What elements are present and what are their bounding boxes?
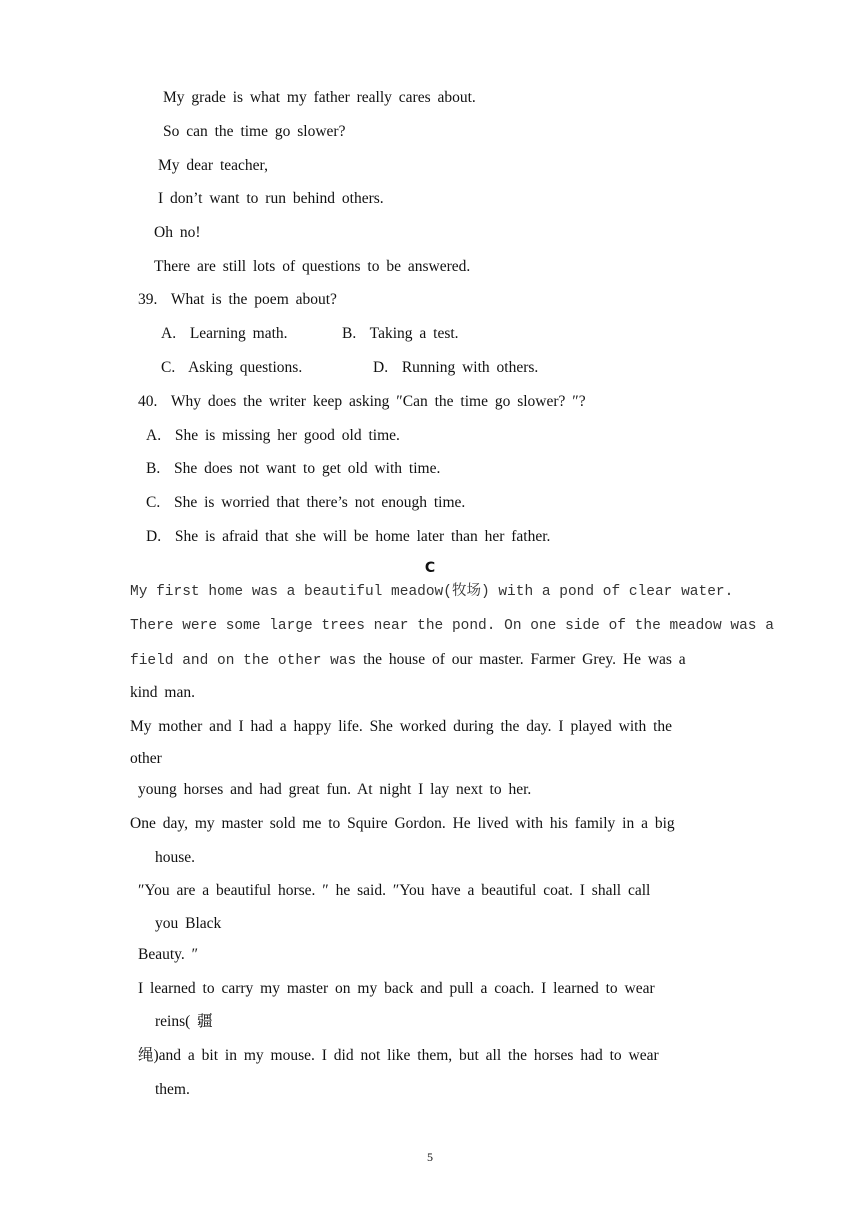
passage-line: other bbox=[130, 750, 162, 767]
poem-line: There are still lots of questions to be answered. bbox=[154, 258, 471, 275]
passage-line: kind man. bbox=[130, 684, 195, 701]
passage-line: 绳)and a bit in my mouse. I did not like them, but all the horses had to wear bbox=[138, 1047, 659, 1064]
poem-line: Oh no! bbox=[154, 224, 201, 241]
poem-line: So can the time go slower? bbox=[163, 123, 346, 140]
passage-line: My mother and I had a happy life. She worked during the day. I played with the bbox=[130, 718, 673, 735]
question-40-option-d: D. She is afraid that she will be home later than her father. bbox=[146, 528, 551, 545]
passage-line: I learned to carry my master on my back and pull a coach. I learned to wear bbox=[138, 980, 655, 997]
passage-line: One day, my master sold me to Squire Gordon. He lived with his family in a big bbox=[130, 815, 675, 832]
section-c-heading: C bbox=[424, 560, 436, 576]
question-39-stem: 39. What is the poem about? bbox=[138, 291, 337, 308]
question-39-option-a: A. Learning math. bbox=[161, 325, 288, 342]
question-39-option-c: C. Asking questions. bbox=[161, 359, 303, 376]
passage-line: them. bbox=[155, 1081, 190, 1098]
poem-line: My grade is what my father really cares about. bbox=[163, 89, 476, 106]
question-40-option-a: A. She is missing her good old time. bbox=[146, 427, 400, 444]
passage-line-mono-part: field and on the other was bbox=[130, 653, 357, 669]
passage-line: young horses and had great fun. At night I lay next to her. bbox=[138, 781, 532, 798]
page-number: 5 bbox=[427, 1150, 433, 1164]
poem-line: My dear teacher, bbox=[158, 157, 268, 174]
question-40-stem: 40. Why does the writer keep asking ″Can the time go slower? ″? bbox=[138, 393, 586, 410]
question-39-option-d: D. Running with others. bbox=[373, 359, 539, 376]
passage-line: ″You are a beautiful horse. ″ he said. ″You have a beautiful coat. I shall call bbox=[138, 882, 651, 899]
question-39-option-b: B. Taking a test. bbox=[342, 325, 459, 342]
question-40-option-b: B. She does not want to get old with time. bbox=[146, 460, 441, 477]
passage-line: Beauty. ″ bbox=[138, 946, 199, 963]
poem-line: I don’t want to run behind others. bbox=[158, 190, 384, 207]
passage-line bbox=[130, 650, 686, 671]
passage-line: you Black bbox=[155, 915, 222, 932]
passage-line-serif-part: the house of our master. Farmer Grey. He was a bbox=[363, 651, 686, 668]
question-40-option-c: C. She is worried that there’s not enough time. bbox=[146, 494, 466, 511]
passage-line: My first home was a beautiful meadow(牧场) with a pond of clear water. bbox=[130, 584, 734, 600]
passage-line: reins( 疆 bbox=[155, 1013, 213, 1030]
passage-line: There were some large trees near the pond. On one side of the meadow was a bbox=[130, 618, 774, 634]
passage-line: house. bbox=[155, 849, 196, 866]
